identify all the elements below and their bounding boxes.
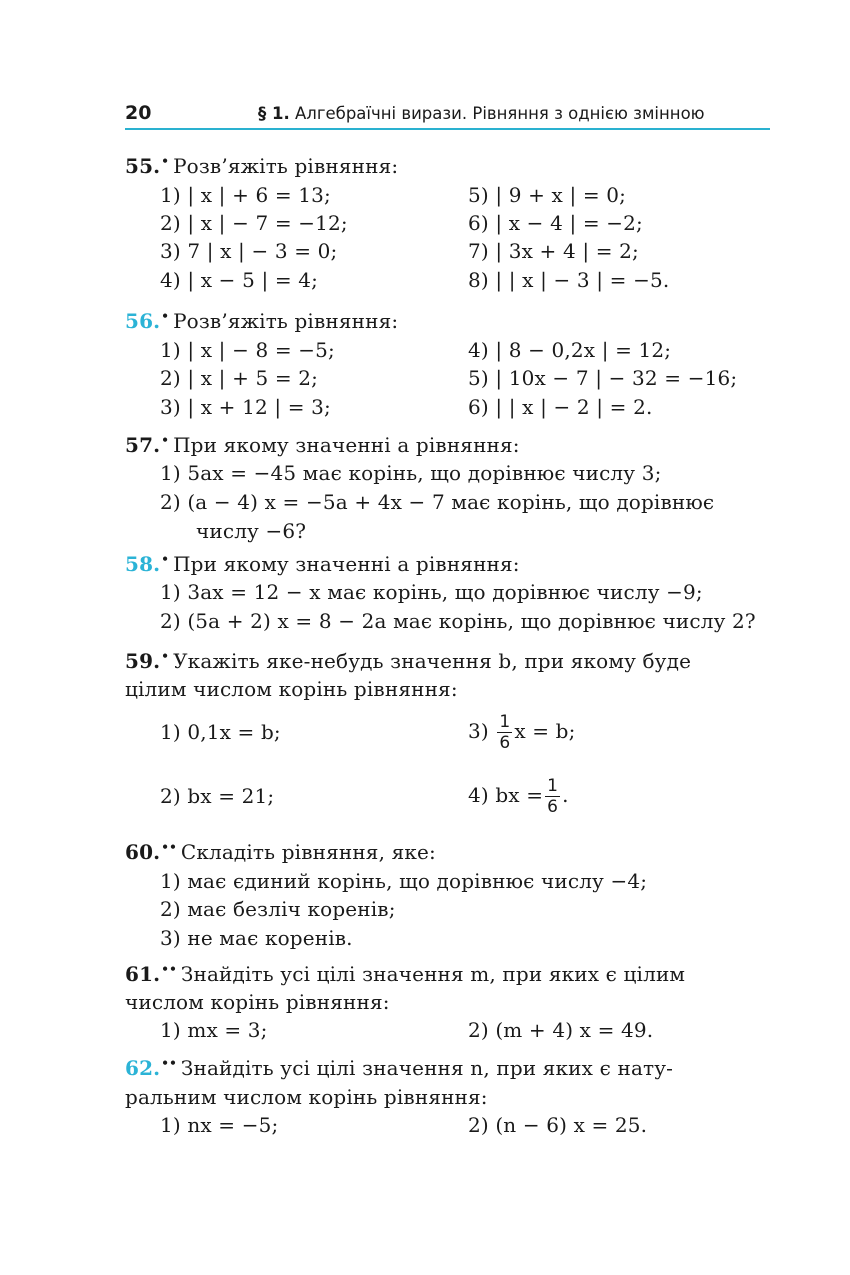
list-item: 7) | 3x + 4 | = 2; (468, 239, 639, 263)
list-item: 1) 0,1x = b; (160, 720, 281, 744)
header-rule (125, 128, 770, 130)
difficulty-mark: • (161, 309, 170, 323)
list-item: 6) | x − 4 | = −2; (468, 211, 643, 235)
list-item: 5) | 9 + x | = 0; (468, 183, 627, 207)
problem-text-line: Укажіть яке-небудь значення b, при якому буде (173, 649, 692, 673)
problem-prompt: При якому значенні a рівняння: (173, 552, 520, 576)
fraction (497, 712, 512, 753)
item-text: 4) bx = (468, 783, 544, 807)
difficulty-mark: •• (161, 1056, 177, 1070)
problem-number: 62. (125, 1056, 161, 1080)
problem-57-heading (125, 433, 520, 460)
fraction-denominator: 6 (547, 797, 559, 817)
item-number: 3) (468, 719, 489, 743)
list-item: 2) | x | + 5 = 2; (160, 366, 319, 390)
page-number: 20 (125, 102, 152, 124)
difficulty-mark: • (161, 433, 170, 447)
list-item: 4) | x − 5 | = 4; (160, 268, 319, 292)
list-item: 2) має безліч коренів; (160, 897, 396, 921)
problem-number: 56. (125, 309, 161, 333)
list-item: 8) | | x | − 3 | = −5. (468, 268, 670, 292)
problem-prompt: При якому значенні a рівняння: (173, 433, 520, 457)
problem-number: 60. (125, 840, 161, 864)
item-text: x = b; (514, 719, 576, 743)
list-item: 3) 7 | x | − 3 = 0; (160, 239, 338, 263)
problem-number: 61. (125, 962, 161, 986)
running-head (258, 104, 705, 123)
problem-prompt: Розв’яжіть рівняння: (173, 154, 399, 178)
problem-text-line: числом корінь рівняння: (125, 990, 390, 1014)
list-item: 3) | x + 12 | = 3; (160, 395, 331, 419)
list-item: 1) | x | + 6 = 13; (160, 183, 331, 207)
problem-59-heading (125, 649, 691, 676)
problem-56-heading (125, 309, 398, 336)
fraction-denominator: 6 (499, 733, 511, 753)
section-title: Алгебраїчні вирази. Рівняння з однією змінною (295, 104, 705, 123)
fraction (545, 776, 560, 817)
problem-number: 57. (125, 433, 161, 457)
problem-text-line: цілим числом корінь рівняння: (125, 677, 458, 701)
problem-61-heading (125, 962, 685, 989)
list-item: 1) nx = −5; (160, 1113, 279, 1137)
problem-58-heading (125, 552, 520, 579)
difficulty-mark: •• (161, 840, 177, 854)
difficulty-mark: • (161, 154, 170, 168)
list-item: 6) | | x | − 2 | = 2. (468, 395, 653, 419)
list-item: 2) bx = 21; (160, 784, 275, 808)
list-item: 1) 3ax = 12 − x має корінь, що дорівнює числу −9; (160, 580, 703, 604)
problem-text-line: ральним числом корінь рівняння: (125, 1085, 488, 1109)
problem-62-heading (125, 1056, 673, 1083)
list-item: 1) має єдиний корінь, що дорівнює числу −4; (160, 869, 648, 893)
fraction-numerator: 1 (547, 776, 559, 796)
list-item (468, 704, 576, 758)
list-item: 2) (5a + 2) x = 8 − 2a має корінь, що дорівнює числу 2? (160, 609, 756, 633)
list-item: 1) | x | − 8 = −5; (160, 338, 335, 362)
difficulty-mark: •• (161, 962, 177, 976)
difficulty-mark: • (161, 649, 170, 663)
item-text: . (562, 783, 569, 807)
fraction-numerator: 1 (499, 712, 511, 732)
section-number: § 1. (258, 104, 290, 123)
list-item: 2) (n − 6) x = 25. (468, 1113, 648, 1137)
list-item: 2) | x | − 7 = −12; (160, 211, 348, 235)
list-item: 4) | 8 − 0,2x | = 12; (468, 338, 672, 362)
list-item: 1) mx = 3; (160, 1018, 268, 1042)
problem-prompt: Складіть рівняння, яке: (180, 840, 436, 864)
problem-text-line: Знайдіть усі цілі значення n, при яких є нату- (180, 1056, 674, 1080)
problem-55-heading (125, 154, 398, 181)
page-header (125, 100, 770, 130)
list-item: 2) (m + 4) x = 49. (468, 1018, 654, 1042)
problem-number: 55. (125, 154, 161, 178)
problem-60-heading (125, 840, 436, 867)
problem-number: 59. (125, 649, 161, 673)
list-item: 1) 5ax = −45 має корінь, що дорівнює числу 3; (160, 461, 662, 485)
problem-number: 58. (125, 552, 161, 576)
list-item (468, 768, 569, 822)
problem-prompt: Розв’яжіть рівняння: (173, 309, 399, 333)
problem-text-line: Знайдіть усі цілі значення m, при яких є цілим (180, 962, 686, 986)
difficulty-mark: • (161, 552, 170, 566)
list-item: 2) (a − 4) x = −5a + 4x − 7 має корінь, що дорівнює (160, 490, 715, 514)
list-item: 3) не має коренів. (160, 926, 353, 950)
list-item: числу −6? (196, 519, 307, 543)
list-item: 5) | 10x − 7 | − 32 = −16; (468, 366, 738, 390)
